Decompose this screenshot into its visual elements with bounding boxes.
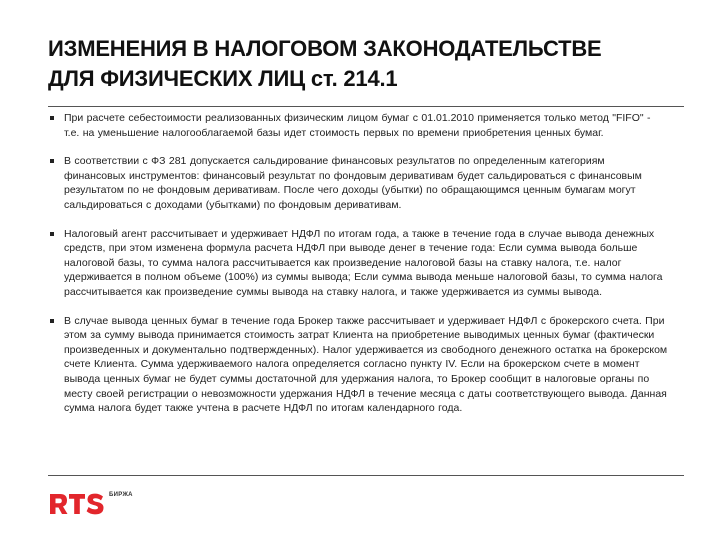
bullet-item-tax-agent: Налоговый агент рассчитывает и удерживает НДФЛ по итогам года, а также в течение года в случае вывода денежных средств, при этом изменена формула расчета НДФЛ при выводе денег в течение года: Если сумма вывода больше налоговой базы, то сумма налога рассчитывается как произведение налоговой базы на ставку налога, т.е. налог удерживается в полном объеме (100%) из суммы вывода; Если сумма вывода меньше налоговой базы, то сумма налога рассчитывается как произведение суммы вывода на ставку налога, и также удерживается из суммы вывода. xyxy=(48,227,668,300)
bullet-item-fifo: При расчете себестоимости реализованных физическим лицом бумаг с 01.01.2010 применяется только метод "FIFO" - т.е. на уменьшение налогооблагаемой базы идет стоимость первых по времени приобретения ценных бумаг. xyxy=(48,111,668,140)
bullet-list xyxy=(48,111,668,430)
title-line-1: ИЗМЕНЕНИЯ В НАЛОГОВОМ ЗАКОНОДАТЕЛЬСТВЕ xyxy=(48,36,602,61)
top-divider xyxy=(48,106,684,107)
rts-logo-mark xyxy=(48,490,106,518)
bullet-item-securities-withdrawal: В случае вывода ценных бумаг в течение года Брокер также рассчитывает и удерживает НДФЛ с брокерского счета. При этом за сумму вывода принимается стоимость затрат Клиента на приобретение выводимых ценных бумаг (фактически произведенных и документально подтвержденных). Налог удерживается из свободного денежного остатка на брокерском счете Клиента. Сумма удерживаемого налога определяется согласно пункту IV. Если на брокерском счете в момент вывода ценных бумаг не будет суммы достаточной для удержания налога, то Брокер сообщит в налоговые органы по месту своей регистрации о невозможности удержания НДФЛ в течение месяца с даты соответствующего вывода. Данная сумма налога будет также учтена в расчете НДФЛ по итогам календарного года. xyxy=(48,314,668,416)
bottom-divider xyxy=(48,475,684,476)
bullet-item-saldo: В соответствии с ФЗ 281 допускается сальдирование финансовых результатов по определенным категориям финансовых инструментов: финансовый результат по фондовым деривативам будет сальдироваться с финансовым результатом по не фондовым деривативам. После чего доходы (убытки) по обращающимся ценным бумагам могут сальдироваться с доходами (убытками) по фондовым деривативам. xyxy=(48,154,668,212)
logo-subtitle: БИРЖА xyxy=(109,492,133,498)
title-line-2: ДЛЯ ФИЗИЧЕСКИХ ЛИЦ ст. 214.1 xyxy=(48,66,398,91)
page-title xyxy=(48,34,688,94)
rts-logo xyxy=(48,490,133,518)
